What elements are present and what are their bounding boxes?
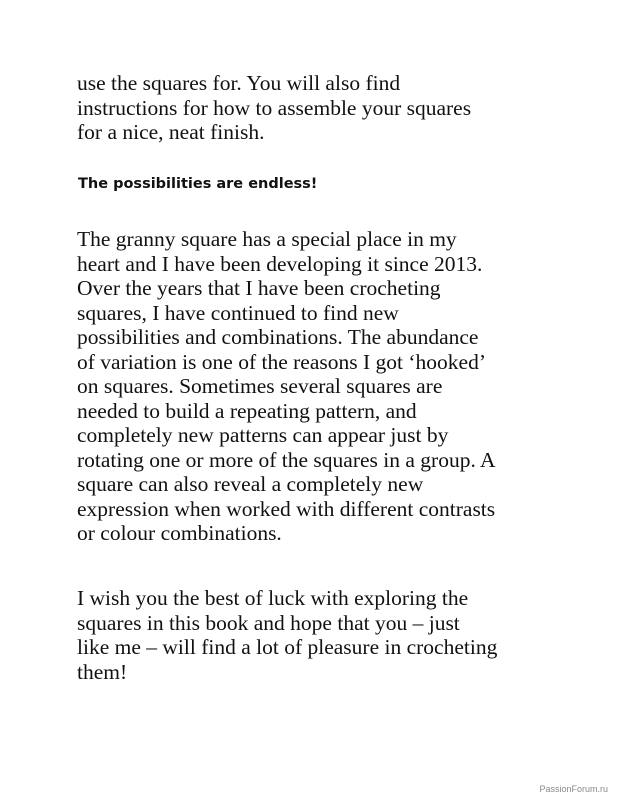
paragraph-line: of variation is one of the reasons I got ‘hooked’	[77, 349, 486, 374]
paragraph-line: possibilities and combinations. The abundance	[77, 325, 479, 349]
intro-line: for a nice, neat finish.	[77, 120, 265, 144]
watermark: PassionForum.ru	[539, 784, 608, 794]
paragraph-line: heart and I have been developing it since 2013.	[77, 251, 483, 276]
paragraph-line: or colour combinations.	[77, 521, 282, 545]
body-paragraph-2	[77, 586, 597, 684]
paragraph-line: squares in this book and hope that you – just	[77, 610, 460, 635]
paragraph-line: squares, I have continued to find new	[77, 300, 399, 325]
paragraph-line: on squares. Sometimes several squares are	[77, 374, 443, 398]
paragraph-line: Over the years that I have been crocheting	[77, 276, 441, 300]
paragraph-line: like me – will find a lot of pleasure in crocheting	[77, 635, 498, 659]
intro-line: use the squares for. You will also find	[77, 71, 401, 95]
intro-line: instructions for how to assemble your squares	[77, 95, 472, 120]
intro-paragraph	[77, 71, 597, 145]
paragraph-line: them!	[77, 659, 128, 684]
paragraph-line: expression when worked with different contrasts	[77, 496, 496, 521]
paragraph-line: square can also reveal a completely new	[77, 472, 424, 496]
paragraph-line: I wish you the best of luck with exploring the	[77, 586, 469, 610]
paragraph-line: completely new patterns can appear just by	[77, 423, 449, 447]
paragraph-line: The granny square has a special place in my	[77, 227, 457, 251]
body-paragraph-1	[77, 227, 597, 546]
paragraph-line: rotating one or more of the squares in a group. A	[77, 447, 496, 472]
section-heading: The possibilities are endless!	[78, 176, 318, 192]
paragraph-line: needed to build a repeating pattern, and	[77, 398, 417, 423]
